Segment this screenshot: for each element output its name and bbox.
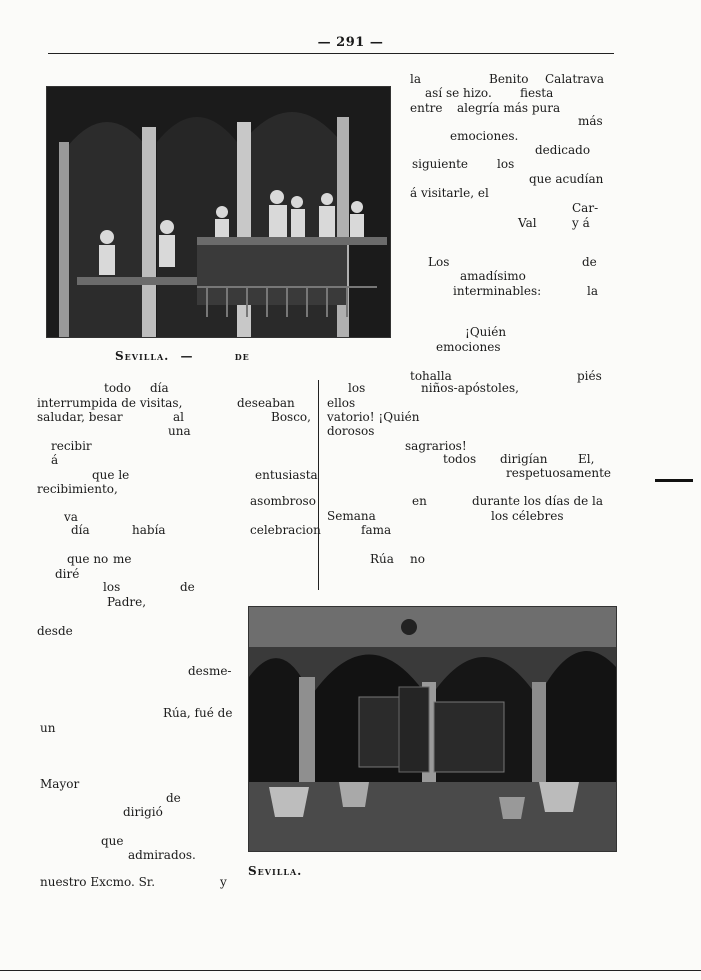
text-fragment: alegría más pura (457, 101, 561, 115)
text-fragment: diré (55, 567, 80, 581)
text-fragment: Bosco, (271, 410, 311, 424)
text-fragment: de (180, 580, 195, 594)
text-fragment: dirigió (123, 805, 163, 819)
top-photo-caption (115, 349, 250, 363)
text-fragment: en (412, 494, 427, 508)
text-fragment: de (582, 255, 597, 269)
text-fragment: recibir (51, 439, 92, 453)
text-fragment: me (113, 552, 132, 566)
caption-word: de (234, 349, 250, 363)
column-divider (318, 380, 319, 590)
text-fragment: nuestro Excmo. Sr. (40, 875, 156, 889)
text-fragment: día (71, 523, 90, 537)
text-fragment: sagrarios! (405, 439, 467, 453)
text-fragment: emociones. (450, 129, 519, 143)
text-fragment: recibimiento, (37, 482, 118, 496)
text-fragment: dirigían (500, 452, 548, 466)
text-fragment: á (51, 453, 59, 467)
text-fragment: los (103, 580, 121, 594)
text-fragment: todo (104, 381, 131, 395)
text-fragment: tohalla (410, 369, 452, 383)
text-fragment: saludar, besar (37, 410, 123, 424)
text-fragment: desde (37, 624, 73, 638)
text-fragment: ¡Quién (465, 325, 507, 339)
text-fragment: de (166, 791, 181, 805)
text-fragment: niños-apóstoles, (421, 381, 519, 395)
text-fragment: emociones (436, 340, 501, 354)
text-fragment: ellos (327, 396, 356, 410)
text-fragment: Los (428, 255, 450, 269)
text-fragment: entre (410, 101, 443, 115)
text-fragment: los (348, 381, 366, 395)
text-fragment: una (168, 424, 191, 438)
text-fragment: día (150, 381, 169, 395)
text-fragment: va (64, 510, 78, 524)
text-fragment: que acudían (529, 172, 604, 186)
text-fragment: interrumpida de visitas, (37, 396, 183, 410)
text-fragment: Semana (327, 509, 376, 523)
text-fragment: Mayor (40, 777, 80, 791)
text-fragment: Calatrava (545, 72, 604, 86)
text-fragment: y á (572, 216, 590, 230)
text-fragment: á visitarle, el (410, 186, 489, 200)
text-fragment: celebracion (250, 523, 321, 537)
text-fragment: los (497, 157, 515, 171)
text-fragment: vatorio! ¡Quién (327, 410, 420, 424)
text-fragment: así se hizo. (425, 86, 492, 100)
text-fragment: Padre, (107, 595, 147, 609)
text-fragment: que no (67, 552, 109, 566)
text-fragment: al (173, 410, 184, 424)
text-fragment: Rúa, fué de (163, 706, 233, 720)
text-fragment: Val (518, 216, 537, 230)
caption-dash: — (180, 349, 194, 363)
bottom-photo-caption: Sevilla. (248, 864, 303, 878)
workshop-photo (46, 86, 391, 338)
text-fragment: Car- (572, 201, 599, 215)
text-fragment: deseaban (237, 396, 295, 410)
text-fragment: Rúa (370, 552, 394, 566)
text-fragment: piés (577, 369, 602, 383)
text-fragment: dedicado (535, 143, 591, 157)
text-fragment: los célebres (491, 509, 564, 523)
margin-mark (655, 479, 693, 482)
text-fragment: dorosos (327, 424, 375, 438)
text-fragment: El, (578, 452, 595, 466)
caption-city: Sevilla. (115, 349, 170, 363)
text-fragment: la (410, 72, 421, 86)
text-fragment: todos (443, 452, 477, 466)
text-fragment: asombroso (250, 494, 316, 508)
text-fragment: un (40, 721, 56, 735)
text-fragment: y (220, 875, 227, 889)
text-fragment: que (101, 834, 124, 848)
text-fragment: más (578, 114, 603, 128)
text-fragment: admirados. (128, 848, 196, 862)
text-fragment: la (587, 284, 598, 298)
header-rule (48, 53, 614, 54)
text-fragment: durante los días de la (472, 494, 604, 508)
courtyard-photo (248, 606, 617, 852)
text-fragment: interminables: (453, 284, 542, 298)
text-fragment: no (410, 552, 425, 566)
text-fragment: que le (92, 468, 130, 482)
page-number: — 291 — (317, 35, 384, 50)
text-fragment: desme- (188, 664, 232, 678)
text-fragment: amadísimo (460, 269, 526, 283)
text-fragment: fama (361, 523, 392, 537)
text-fragment: Benito (489, 72, 529, 86)
text-fragment: fiesta (520, 86, 554, 100)
footer-rule (0, 970, 701, 971)
text-fragment: siguiente (412, 157, 468, 171)
text-fragment: había (132, 523, 166, 537)
text-fragment: entusiasta (255, 468, 318, 482)
text-fragment: respetuosamente (506, 466, 611, 480)
